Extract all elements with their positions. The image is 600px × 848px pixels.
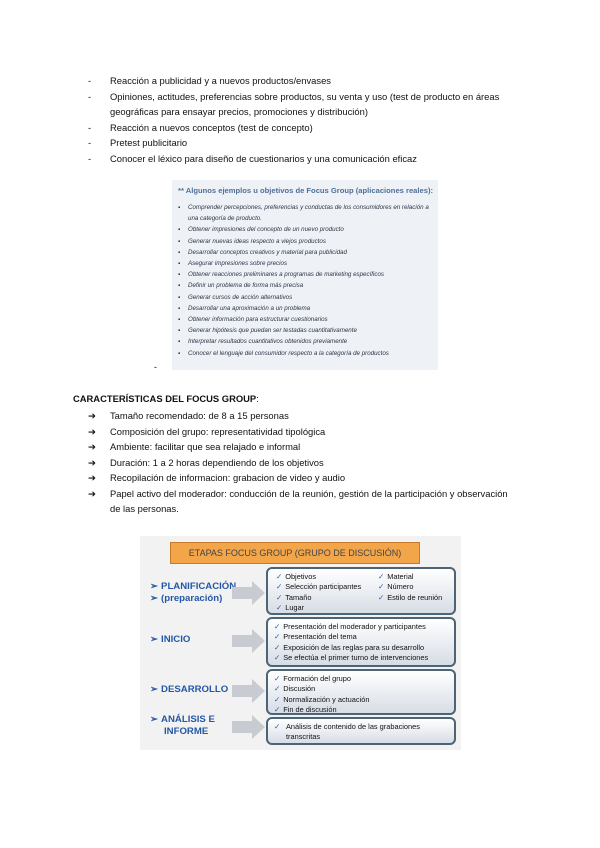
arrow-icon: ➔ <box>88 472 96 483</box>
list-item-text: Pretest publicitario <box>110 137 188 148</box>
list-item-text: Composición del grupo: representatividad tipológica <box>110 425 326 437</box>
box-item <box>378 582 442 592</box>
box-item-text: Normalización y actuación <box>283 694 370 704</box>
box-item-text: Selección participantes <box>285 582 362 592</box>
box-item-text: Tamaño <box>285 592 312 602</box>
box-item-text: Presentación del tema <box>283 632 357 642</box>
list-item: - Reacción a nuevos conceptos (test de concepto) <box>88 121 313 133</box>
list-item: - Reacción a publicidad y a nuevos productos/envases <box>88 75 331 86</box>
stage-arrow-icon <box>232 628 266 654</box>
list-item-text: Generar nuevas ideas respecto a viejos productos <box>188 237 326 245</box>
box-item <box>274 653 448 663</box>
box-item-text: Número <box>387 582 414 592</box>
section-heading: CARACTERÍSTICAS DEL FOCUS GROUP: <box>73 393 259 404</box>
list-item: ▪ Generar cursos de acción alternativos <box>178 293 293 301</box>
list-item-text: Desarrollar una aproximación a un problema <box>188 304 311 312</box>
check-icon: ✓ <box>274 653 281 663</box>
check-icon: ✓ <box>274 674 281 683</box>
list-item: ▪ Desarrollar una aproximación a un problema <box>178 304 311 312</box>
stage-label: DESARROLLO <box>161 684 229 695</box>
list-item: - Conocer el léxico para diseño de cuestionarios y una comunicación eficaz <box>88 152 417 164</box>
box-item <box>274 674 448 684</box>
box-item-text: Presentación del moderador y participantes <box>283 622 426 631</box>
check-icon: ✓ <box>274 642 281 652</box>
list-item <box>88 455 518 471</box>
check-icon: ✓ <box>276 603 283 613</box>
list-item-text: Duración: 1 a 2 horas dependiendo de los objetivos <box>110 456 324 468</box>
box-item <box>274 695 448 705</box>
check-icon: ✓ <box>378 572 385 581</box>
check-icon: ✓ <box>276 572 283 581</box>
list-item: ▪ Asegurar impresiones sobre precios <box>178 260 288 268</box>
check-icon: ✓ <box>274 705 281 715</box>
list-item-text: Interpretar resultados cuantitativos obtenidos previamente <box>188 338 348 346</box>
box-item <box>274 622 448 632</box>
arrow-icon: ➔ <box>88 425 96 437</box>
figure-title: ** Algunos ejemplos u objetivos de Focus Group (aplicaciones reales): <box>178 186 434 195</box>
box-item-text: Material <box>387 572 414 581</box>
check-icon: ✓ <box>276 582 283 592</box>
box-item <box>276 572 361 582</box>
box-item-text: Análisis de contenido de las grabaciones transcritas <box>286 722 420 742</box>
list-item <box>88 439 518 455</box>
box-item <box>274 705 448 715</box>
list-item: - Opiniones, actitudes, preferencias sobre productos, su venta y uso (test de producto en áreas geográficas para ensayar precios, promociones y distribución) <box>88 90 500 117</box>
list-item-text: Generar cursos de acción alternativos <box>188 293 293 301</box>
list-item-text: Recopilación de informacion: grabacion de video y audio <box>110 472 346 483</box>
check-icon: ✓ <box>274 632 281 642</box>
list-item-text: Opiniones, actitudes, preferencias sobre productos, su venta y uso (test de producto en áreas geográficas para ensayar precios, promociones y distribución) <box>110 90 500 117</box>
check-icon: ✓ <box>274 684 281 694</box>
list-item-text: Comprender percepciones, preferencias y conductas de los consumidores en relación a una categoría de producto. <box>188 204 429 223</box>
list-item-text: Obtener información para estructurar cuestionarios <box>188 316 328 324</box>
box-item <box>378 572 442 582</box>
list-item <box>88 470 518 486</box>
stage-inicio <box>150 634 190 646</box>
list-item: ▪ Generar hipótesis que puedan ser testadas cuantitativamente <box>178 327 357 335</box>
focus-group-stages-figure <box>140 536 461 750</box>
chevron-icon: ➢ <box>150 634 159 645</box>
box-item <box>276 582 361 592</box>
list-item: ▪ Obtener reacciones preliminares a programas de marketing específicos <box>178 271 385 279</box>
list-item-text: Asegurar impresiones sobre precios <box>188 260 288 268</box>
check-icon: ✓ <box>378 582 385 592</box>
box-item <box>274 643 448 653</box>
planificacion-box <box>266 567 456 615</box>
box-item-text: Objetivos <box>285 572 317 581</box>
arrow-icon: ➔ <box>88 441 96 452</box>
stage-desarrollo <box>150 684 228 696</box>
box-item-text: Fin de discusión <box>283 705 337 715</box>
inicio-box <box>266 617 456 667</box>
list-item-text: Reacción a publicidad y a nuevos productos/envases <box>110 75 331 86</box>
stage-arrow-icon <box>232 678 266 704</box>
list-item: ▪ Conocer el lenguaje del consumidor respecto a la categoría de productos <box>178 349 389 357</box>
check-icon: ✓ <box>274 722 281 731</box>
list-item: ▪ Obtener información para estructurar cuestionarios <box>178 316 328 324</box>
box-item-text: Formación del grupo <box>283 674 351 683</box>
arrow-icon: ➔ <box>88 487 96 499</box>
focus-group-examples-figure <box>172 180 438 370</box>
chevron-icon: ➢ <box>150 581 159 592</box>
box-item <box>276 603 361 613</box>
list-item-text: Obtener reacciones preliminares a programas de marketing específicos <box>188 271 385 279</box>
list-item: ▪ Comprender percepciones, preferencias y conductas de los consumidores en relación a una categoría de producto. <box>178 204 429 223</box>
check-icon: ✓ <box>274 622 281 631</box>
list-item <box>88 424 518 440</box>
box-item <box>274 722 448 743</box>
list-item: - Pretest publicitario <box>88 137 188 148</box>
section-heading-text: CARACTERÍSTICAS DEL FOCUS GROUP <box>73 393 257 404</box>
arrow-icon: ➔ <box>88 410 96 421</box>
list-item: ▪ Obtener impresiones del concepto de un nuevo producto <box>178 226 344 234</box>
stage-label: ANÁLISIS E <box>161 714 215 725</box>
characteristics-list <box>88 408 518 517</box>
intro-bullet-list <box>88 73 548 166</box>
list-item-text: Obtener impresiones del concepto de un nuevo producto <box>188 226 344 234</box>
stage-label: INFORME <box>164 726 209 737</box>
list-item <box>88 486 518 517</box>
stages-header: ETAPAS FOCUS GROUP (GRUPO DE DISCUSIÓN) <box>170 542 420 564</box>
stage-analisis <box>150 714 215 738</box>
examples-list <box>178 202 434 359</box>
box-item-text: Estilo de reunión <box>387 592 443 602</box>
box-item <box>274 684 448 694</box>
list-item: ▪ Interpretar resultados cuantitativos obtenidos previamente <box>178 338 348 346</box>
list-item-text: Ambiente: facilitar que sea relajado e informal <box>110 441 301 452</box>
box-item-text: Exposición de las reglas para su desarrollo <box>283 642 425 652</box>
stage-arrow-icon <box>232 714 266 740</box>
list-item-text: Conocer el léxico para diseño de cuestionarios y una comunicación eficaz <box>110 152 417 164</box>
list-item-text: Desarrollar conceptos creativos y material para publicidad <box>188 248 347 256</box>
analisis-box <box>266 717 456 745</box>
chevron-icon: ➢ <box>150 684 159 695</box>
arrow-icon: ➔ <box>88 456 96 468</box>
stage-label: PLANIFICACIÓN <box>161 581 237 592</box>
list-item: ▪ Generar nuevas ideas respecto a viejos productos <box>178 237 326 245</box>
chevron-icon: ➢ <box>150 714 159 725</box>
list-item-text: Generar hipótesis que puedan ser testadas cuantitativamente <box>188 327 357 335</box>
box-item <box>276 593 361 603</box>
list-item-text: Tamaño recomendado: de 8 a 15 personas <box>110 410 289 421</box>
list-item: ▪ Desarrollar conceptos creativos y material para publicidad <box>178 248 347 256</box>
box-item-text: Discusión <box>283 684 316 694</box>
list-item-text: Conocer el lenguaje del consumidor respecto a la categoría de productos <box>188 349 389 357</box>
list-item-text: Papel activo del moderador: conducción de la reunión, gestión de la participación y observación de las personas. <box>110 487 508 514</box>
box-item-text: Lugar <box>285 603 305 613</box>
stray-dash: - <box>154 362 157 372</box>
desarrollo-box <box>266 669 456 715</box>
list-item-text: Reacción a nuevos conceptos (test de concepto) <box>110 121 313 133</box>
box-item-text: Se efectúa el primer turno de intervenciones <box>283 653 429 663</box>
check-icon: ✓ <box>274 694 281 704</box>
chevron-icon: ➢ <box>150 593 159 604</box>
stage-label: (preparación) <box>161 593 223 604</box>
check-icon: ✓ <box>276 592 283 602</box>
list-item-text: Definir un problema de forma más precisa <box>188 282 304 290</box>
stage-arrow-icon <box>232 580 266 606</box>
stage-planificacion <box>150 581 236 605</box>
box-item <box>378 593 442 603</box>
check-icon: ✓ <box>378 592 385 602</box>
list-item: ▪ Definir un problema de forma más precisa <box>178 282 304 290</box>
box-item <box>274 632 448 642</box>
stage-label: INICIO <box>161 634 191 645</box>
list-item <box>88 408 518 424</box>
